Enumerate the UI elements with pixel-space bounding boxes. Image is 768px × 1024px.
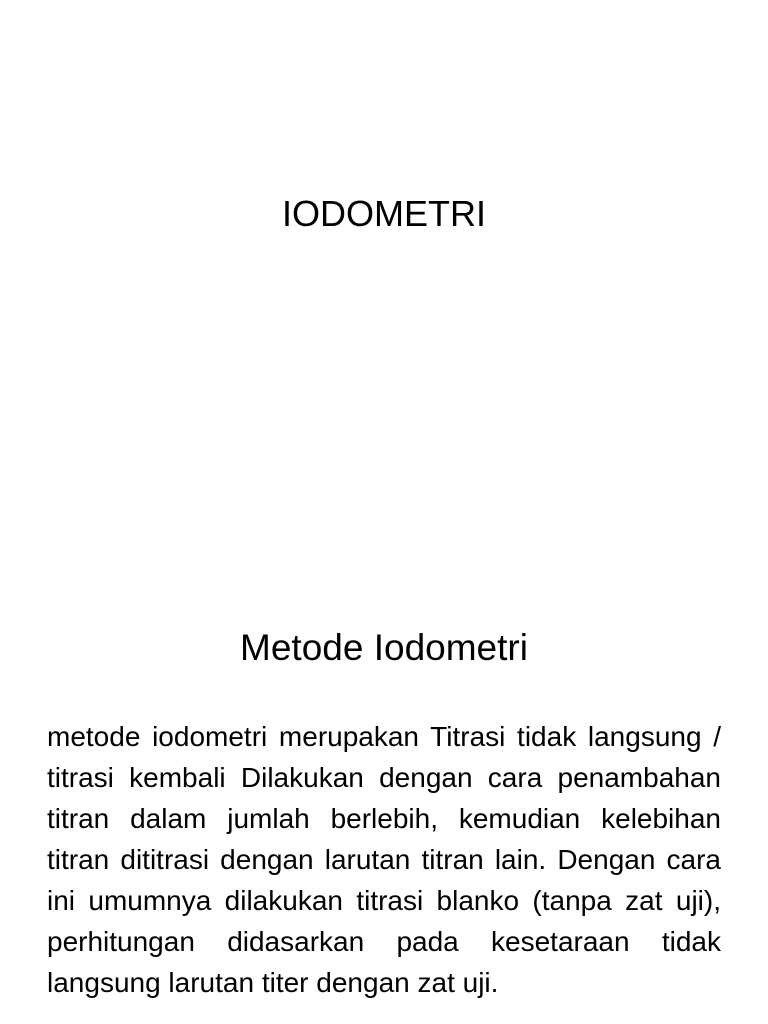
slide2-body-text: metode iodometri merupakan Titrasi tidak langsung / titrasi kembali Dilakukan dengan cara penambahan titran dalam jumlah berlebih, kemudian kelebihan titran dititrasi dengan larutan titran lain. Dengan cara ini umumnya dilakukan titrasi blanko (tanpa zat uji), perhitungan didasarkan pada kesetaraan tidak langsung larutan titer dengan zat uji. xyxy=(47,721,721,998)
slide1-title: IODOMETRI xyxy=(282,193,486,234)
slide2-title: Metode Iodometri xyxy=(240,627,528,668)
